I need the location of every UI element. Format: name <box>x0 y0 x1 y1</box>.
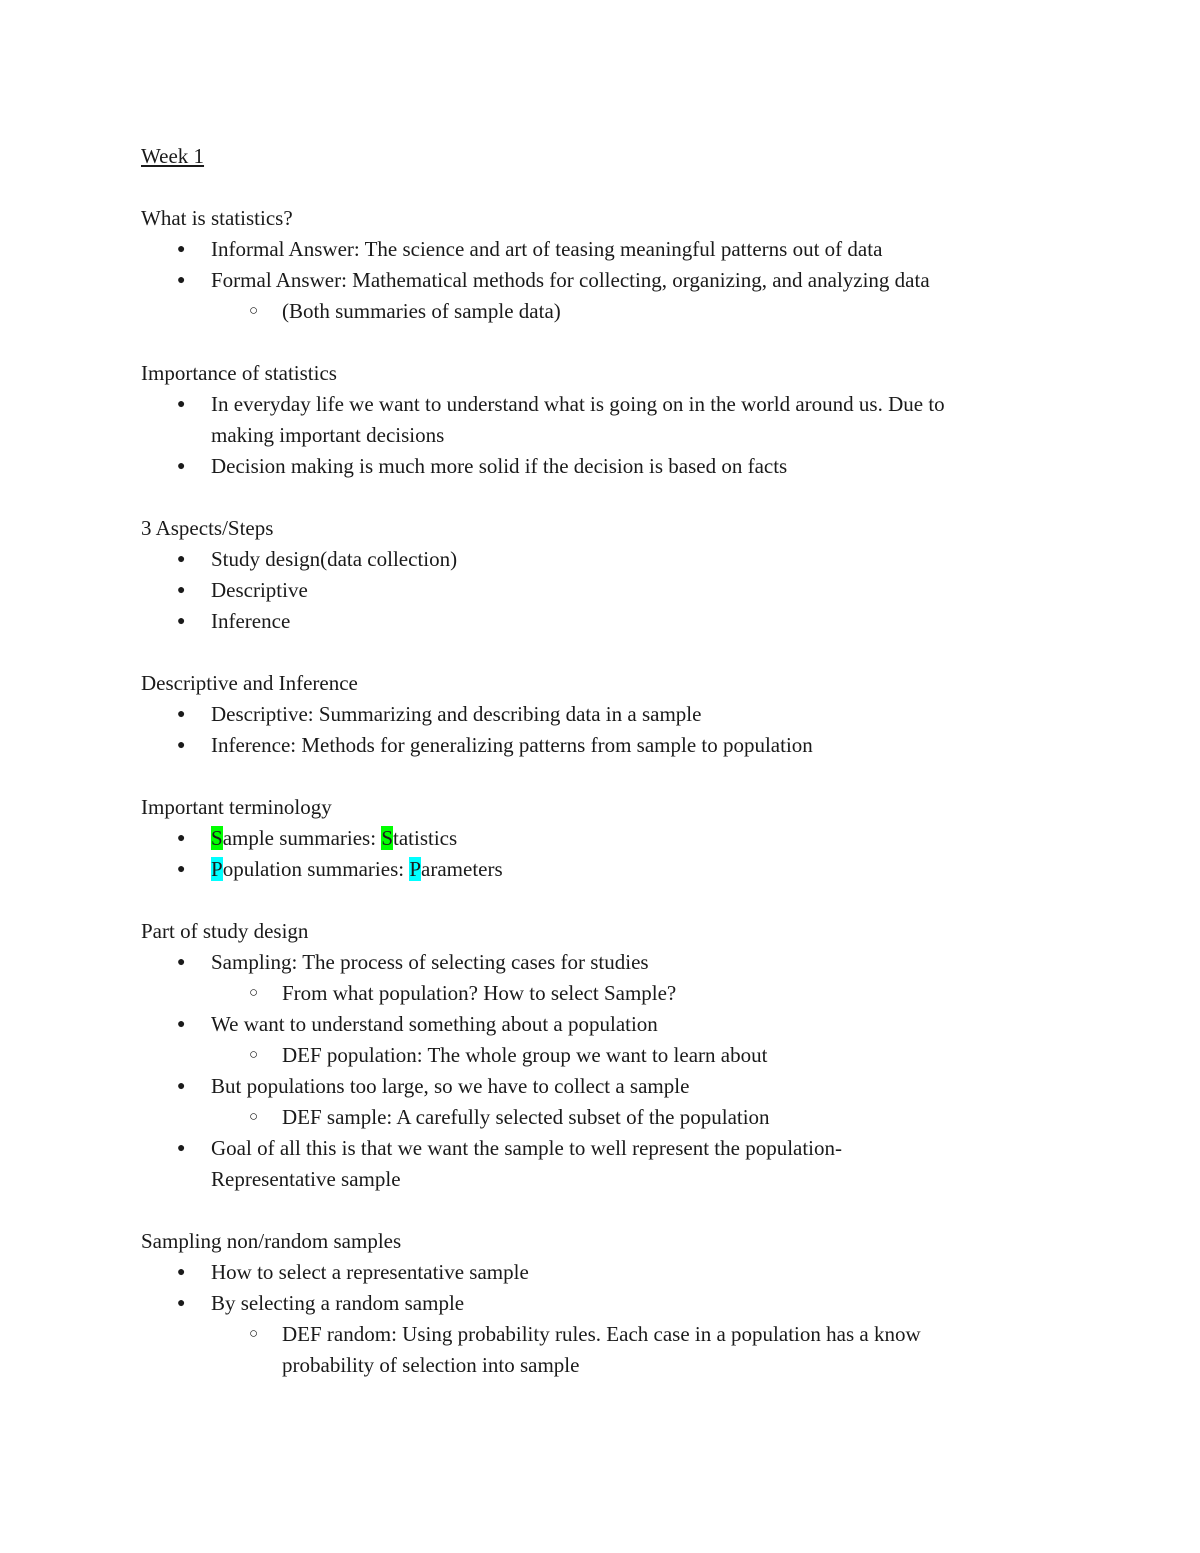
bullet-icon: ● <box>177 1265 186 1280</box>
section-heading: 3 Aspects/Steps <box>141 516 274 540</box>
list-item-text: arameters <box>421 857 503 881</box>
list-item <box>141 730 1061 761</box>
sub-list-item <box>141 1040 1061 1071</box>
bullet-icon: ● <box>177 831 186 846</box>
list-item-text: tatistics <box>393 826 458 850</box>
bullet-icon: ● <box>177 273 186 288</box>
hollow-bullet-icon: ○ <box>249 1047 259 1063</box>
list-item-text: Descriptive: Summarizing and describing data in a sample <box>211 702 702 726</box>
section-what-is-statistics <box>141 203 1061 327</box>
bullet-icon: ● <box>177 459 186 474</box>
bullet-icon: ● <box>177 738 186 753</box>
section-descriptive-inference <box>141 668 1061 761</box>
hollow-bullet-icon: ○ <box>249 1109 259 1125</box>
list-item-text: opulation summaries: <box>222 857 410 881</box>
bullet-icon: ● <box>177 583 186 598</box>
list-item-text: Inference: Methods for generalizing patterns from sample to population <box>211 733 813 757</box>
page-title: Week 1 <box>141 144 205 168</box>
list-item <box>141 947 1061 978</box>
bullet-icon: ● <box>177 1017 186 1032</box>
bullet-icon: ● <box>177 614 186 629</box>
section-sampling <box>141 1226 1061 1381</box>
list-item-text: How to select a representative sample <box>211 1260 529 1284</box>
sub-list-item <box>141 1102 1061 1133</box>
list-item <box>141 389 1061 451</box>
list-item-text: Informal Answer: The science and art of teasing meaningful patterns out of data <box>211 237 883 261</box>
sub-list-item <box>141 1319 1061 1381</box>
bullet-icon: ● <box>177 1296 186 1311</box>
list-item <box>141 1257 1061 1288</box>
list-item-text: Decision making is much more solid if the decision is based on facts <box>211 454 788 478</box>
bullet-icon: ● <box>177 1141 186 1156</box>
list-item-text-line: Representative sample <box>211 1167 401 1191</box>
list-item <box>141 1288 1061 1319</box>
section-heading: Descriptive and Inference <box>141 671 358 695</box>
bullet-icon: ● <box>177 707 186 722</box>
list-item <box>141 234 1061 265</box>
list-item <box>141 265 1061 296</box>
bullet-icon: ● <box>177 1079 186 1094</box>
sub-list-item <box>141 296 1061 327</box>
section-heading: What is statistics? <box>141 206 293 230</box>
hollow-bullet-icon: ○ <box>249 1326 259 1342</box>
list-item-text: Study design(data collection) <box>211 547 458 571</box>
list-item <box>141 854 1061 885</box>
list-item-text: Formal Answer: Mathematical methods for collecting, organizing, and analyzing data <box>211 268 930 292</box>
bullet-icon: ● <box>177 955 186 970</box>
list-item-text-line: In everyday life we want to understand what is going on in the world around us. Due to <box>211 392 945 416</box>
list-item-text: Descriptive <box>211 578 308 602</box>
highlight-letter: S <box>381 826 394 850</box>
list-item-text-line: Goal of all this is that we want the sample to well represent the population- <box>211 1136 843 1160</box>
list-item <box>141 544 1061 575</box>
list-item <box>141 823 1061 854</box>
list-item <box>141 1133 1061 1195</box>
list-item-text: From what population? How to select Sample? <box>282 981 677 1005</box>
list-item <box>141 699 1061 730</box>
highlight-letter: P <box>409 857 422 881</box>
list-item <box>141 1009 1061 1040</box>
document-body <box>141 141 1061 1412</box>
list-item-text: DEF population: The whole group we want to learn about <box>282 1043 768 1067</box>
list-item-text: DEF sample: A carefully selected subset of the population <box>282 1105 770 1129</box>
section-heading: Importance of statistics <box>141 361 337 385</box>
hollow-bullet-icon: ○ <box>249 303 259 319</box>
sub-list-item <box>141 978 1061 1009</box>
list-item <box>141 606 1061 637</box>
bullet-icon: ● <box>177 397 186 412</box>
list-item-text: By selecting a random sample <box>211 1291 465 1315</box>
bullet-icon: ● <box>177 862 186 877</box>
bullet-icon: ● <box>177 242 186 257</box>
section-heading: Important terminology <box>141 795 332 819</box>
list-item <box>141 1071 1061 1102</box>
list-item-text: Inference <box>211 609 291 633</box>
list-item <box>141 451 1061 482</box>
hollow-bullet-icon: ○ <box>249 985 259 1001</box>
section-terminology <box>141 792 1061 885</box>
list-item-text-line: probability of selection into sample <box>282 1353 580 1377</box>
list-item-text-line: making important decisions <box>211 423 445 447</box>
highlight-letter: P <box>211 857 223 881</box>
section-heading: Part of study design <box>141 919 309 943</box>
list-item-text: ample summaries: <box>222 826 382 850</box>
list-item-text-line: DEF random: Using probability rules. Each case in a population has a know <box>282 1322 921 1346</box>
bullet-icon: ● <box>177 552 186 567</box>
list-item <box>141 575 1061 606</box>
section-importance <box>141 358 1061 482</box>
highlight-letter: S <box>211 826 223 850</box>
section-aspects <box>141 513 1061 637</box>
list-item-text: But populations too large, so we have to collect a sample <box>211 1074 690 1098</box>
list-item-text: Sampling: The process of selecting cases for studies <box>211 950 649 974</box>
section-study-design <box>141 916 1061 1195</box>
list-item-text: (Both summaries of sample data) <box>282 299 561 323</box>
section-heading: Sampling non/random samples <box>141 1229 402 1253</box>
list-item-text: We want to understand something about a population <box>211 1012 658 1036</box>
